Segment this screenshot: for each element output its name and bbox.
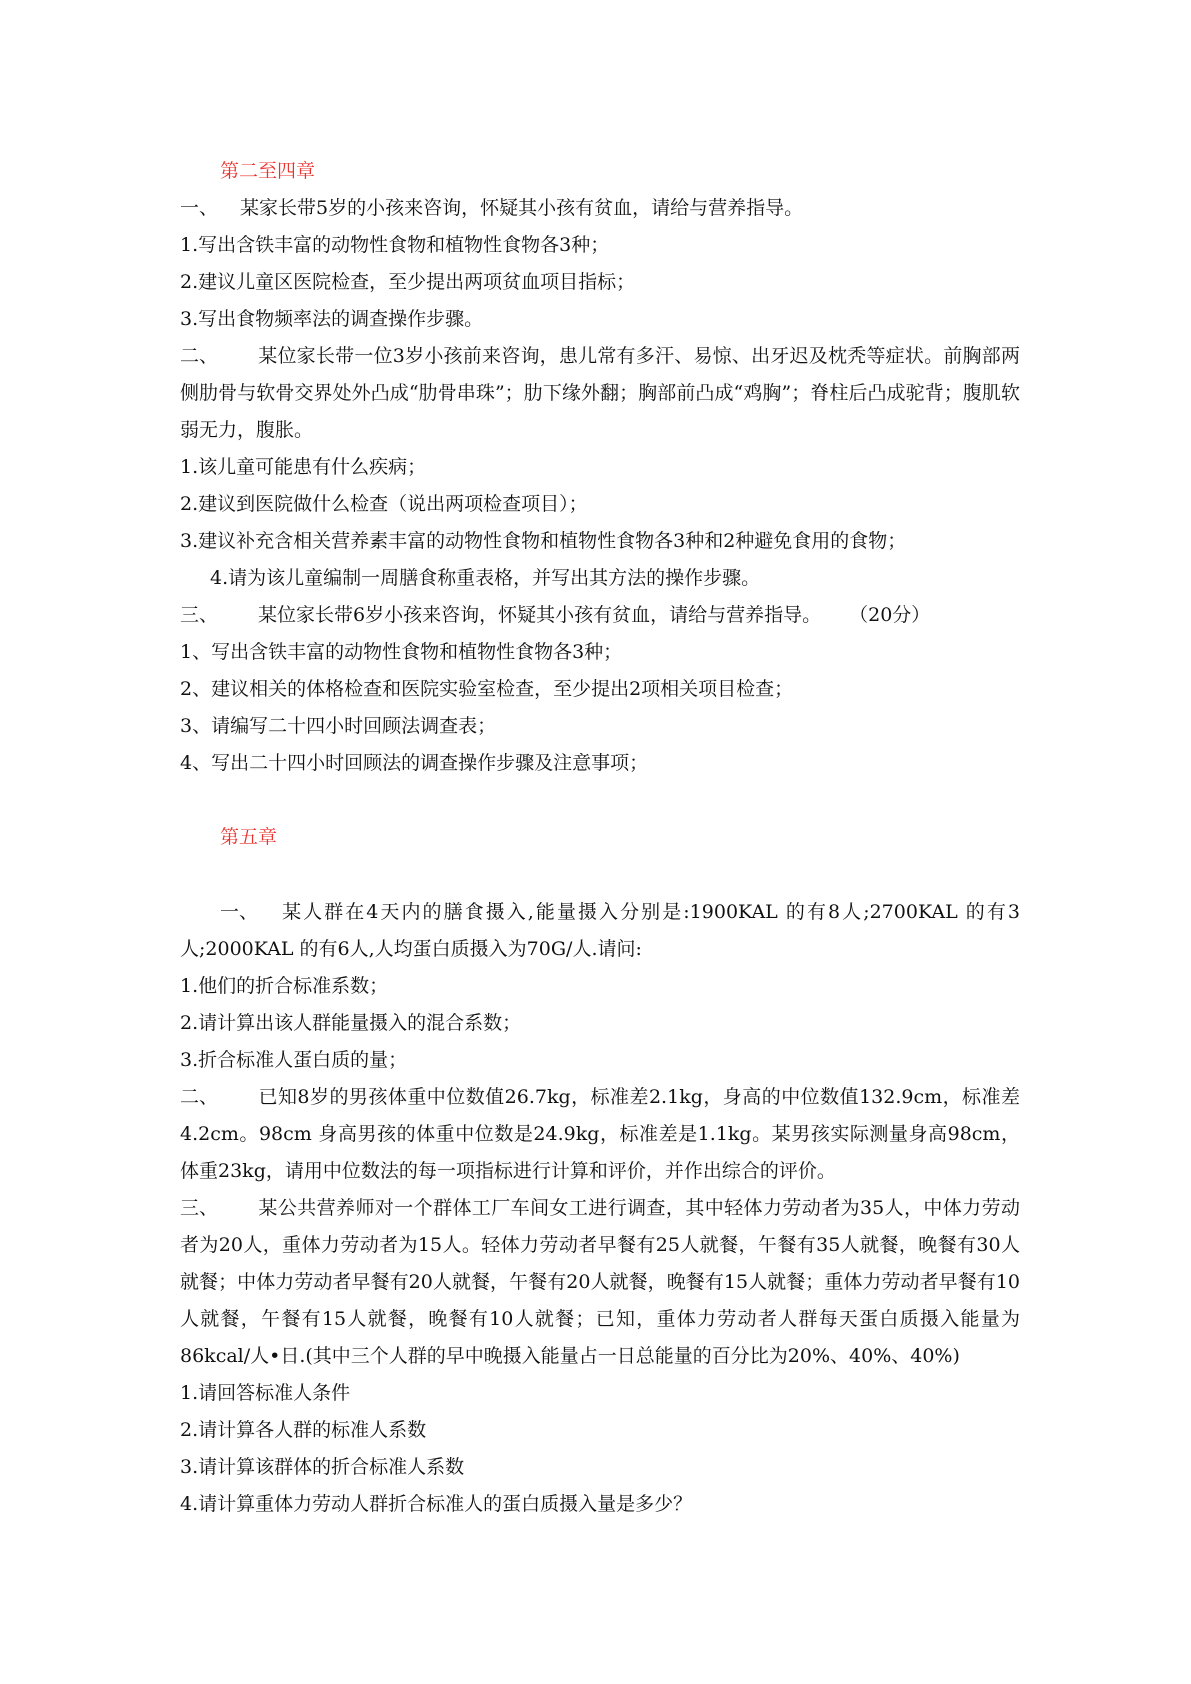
question-number: 一、 xyxy=(220,901,259,923)
question-item: 3.写出食物频率法的调查操作步骤。 xyxy=(180,308,484,330)
question-text: 某家长带5岁的小孩来咨询，怀疑其小孩有贫血，请给与营养指导。 xyxy=(240,197,804,219)
question-stem xyxy=(180,1190,1020,1375)
chapter-title: 第五章 xyxy=(220,826,278,848)
question-text: 已知8岁的男孩体重中位数值26.7kg，标准差2.1kg，身高的中位数值132.9cm，标准差4.2cm。98cm 身高男孩的体重中位数是24.9kg，标准差是1.1kg。某男孩实际测量身高98cm，体重23kg，请用中位数法的每一项指标进行计算和评价，并作出综合的评价。 xyxy=(180,1086,1020,1182)
question-stem xyxy=(180,190,1020,227)
question-text: 某公共营养师对一个群体工厂车间女工进行调查，其中轻体力劳动者为35人，中体力劳动者为20人，重体力劳动者为15人。轻体力劳动者早餐有25人就餐，午餐有35人就餐，晚餐有30人就餐；中体力劳动者早餐有20人就餐，午餐有20人就餐，晚餐有15人就餐；重体力劳动者早餐有10人就餐，午餐有15人就餐，晚餐有10人就餐；已知，重体力劳动者人群每天蛋白质摄入能量为86kcal/人•日.(其中三个人群的早中晚摄入能量占一日总能量的百分比为20%、40%、40%) xyxy=(180,1197,1020,1367)
question-item: 1.写出含铁丰富的动物性食物和植物性食物各3种； xyxy=(180,234,610,256)
question-item: 4、写出二十四小时回顾法的调查操作步骤及注意事项； xyxy=(180,752,649,774)
question-item: 1.请回答标准人条件 xyxy=(180,1382,351,1404)
question-stem xyxy=(180,597,1020,634)
question-stem xyxy=(180,338,1020,449)
chapter-title: 第二至四章 xyxy=(220,160,316,182)
question-text: 某位家长带6岁小孩来咨询，怀疑其小孩有贫血，请给与营养指导。 xyxy=(258,604,822,626)
question-text: 某人群在4天内的膳食摄入,能量摄入分别是:1900KAL 的有8人;2700KAL 的有3人;2000KAL 的有6人,人均蛋白质摄入为70G/人.请问: xyxy=(180,901,1020,960)
question-item: 3.折合标准人蛋白质的量； xyxy=(180,1049,408,1071)
question-item: 3.建议补充含相关营养素丰富的动物性食物和植物性食物各3种和2种避免食用的食物； xyxy=(180,530,907,552)
question-number: 二、 xyxy=(180,345,219,367)
question-text: 某位家长带一位3岁小孩前来咨询，患儿常有多汗、易惊、出牙迟及枕秃等症状。前胸部两侧肋骨与软骨交界处外凸成“肋骨串珠”；肋下缘外翻；胸部前凸成“鸡胸”；脊柱后凸成驼背；腹肌软弱无力，腹胀。 xyxy=(180,345,1020,441)
question-item: 3、请编写二十四小时回顾法调查表； xyxy=(180,715,497,737)
question-item: 2、建议相关的体格检查和医院实验室检查，至少提出2项相关项目检查； xyxy=(180,678,794,700)
question-number: 三、 xyxy=(180,604,219,626)
question-item: 2.建议儿童区医院检查，至少提出两项贫血项目指标； xyxy=(180,271,636,293)
question-stem xyxy=(180,1079,1020,1190)
question-item: 2.建议到医院做什么检查（说出两项检查项目）； xyxy=(180,493,588,515)
document-body xyxy=(180,153,1020,1523)
question-item: 1.他们的折合标准系数； xyxy=(180,975,389,997)
question-number: 一、 xyxy=(180,197,219,219)
question-number: 二、 xyxy=(180,1086,219,1108)
question-stem xyxy=(180,894,1020,968)
question-item: 1、写出含铁丰富的动物性食物和植物性食物各3种； xyxy=(180,641,623,663)
question-item: 3.请计算该群体的折合标准人系数 xyxy=(180,1456,465,1478)
question-item: 4.请为该儿童编制一周膳食称重表格，并写出其方法的操作步骤。 xyxy=(210,567,761,589)
question-score: （20分） xyxy=(849,604,931,626)
question-item: 2.请计算出该人群能量摄入的混合系数； xyxy=(180,1012,522,1034)
question-item: 4.请计算重体力劳动人群折合标准人的蛋白质摄入量是多少？ xyxy=(180,1493,693,1515)
question-item: 1.该儿童可能患有什么疾病； xyxy=(180,456,427,478)
question-item: 2.请计算各人群的标准人系数 xyxy=(180,1419,427,1441)
question-number: 三、 xyxy=(180,1197,219,1219)
